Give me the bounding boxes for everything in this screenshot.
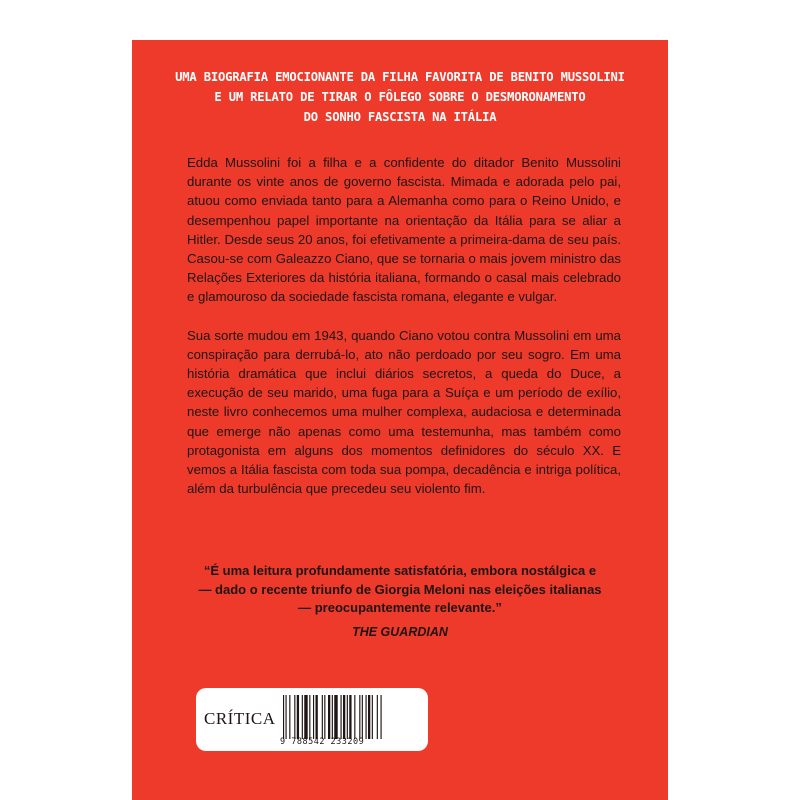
- synopsis-paragraph-2: Sua sorte mudou em 1943, quando Ciano votou contra Mussolini em uma conspiração para derrubá-lo, ato não perdoado por seu sogro. Em uma história dramática que inclui diários secretos, a queda do Duce, a execução de seu marido, uma fuga para a Suíça e um período de exílio, neste livro conhecemos uma mulher complexa, audaciosa e determinada que emerge não apenas como uma testemunha, mas também como protagonista em alguns dos momentos definidores do século XX. E vemos a Itália fascista com toda sua pompa, decadência e intriga política, além da turbulência que precedeu seu violento fim.: [187, 327, 621, 497]
- headline-line-1: UMA BIOGRAFIA EMOCIONANTE DA FILHA FAVORITA DE BENITO MUSSOLINI: [175, 70, 625, 84]
- quote-source: THE GUARDIAN: [352, 625, 448, 639]
- publisher-logo: CRÍTICA: [204, 709, 276, 728]
- synopsis: [187, 153, 621, 517]
- headline: [132, 67, 668, 127]
- headline-line-3: DO SONHO FASCISTA NA ITÁLIA: [303, 110, 497, 124]
- headline-line-2: E UM RELATO DE TIRAR O FÔLEGO SOBRE O DESMORONAMENTO: [214, 90, 586, 104]
- book-back-cover: [132, 40, 668, 800]
- review-quote: [172, 562, 628, 618]
- quote-line-1: “É uma leitura profundamente satisfatória, embora nostálgica e: [203, 563, 597, 578]
- quote-line-3: — preocupantemente relevante.”: [298, 600, 502, 615]
- quote-line-2: — dado o recente triunfo de Giorgia Meloni nas eleições italianas: [198, 581, 602, 597]
- synopsis-paragraph-1: Edda Mussolini foi a filha e a confidente do ditador Benito Mussolini durante os vinte anos de governo fascista. Mimada e adorada pelo pai, atuou como enviada tanto para a Alemanha como para o Reino Unido, e desempenhou papel importante na orientação da Itália para se aliar a Hitler. Desde seus 20 anos, foi efetivamente a primeira-dama de seu país. Casou-se com Galeazzo Ciano, que se tornaria o mais jovem ministro das Relações Exteriores da história italiana, formando o casal mais celebrado e glamouroso da sociedade fascista romana, elegante e vulgar.: [187, 155, 621, 305]
- barcode-icon: [283, 695, 419, 739]
- isbn-number: 9 788542 233209: [280, 737, 365, 747]
- barcode-panel: [196, 688, 428, 751]
